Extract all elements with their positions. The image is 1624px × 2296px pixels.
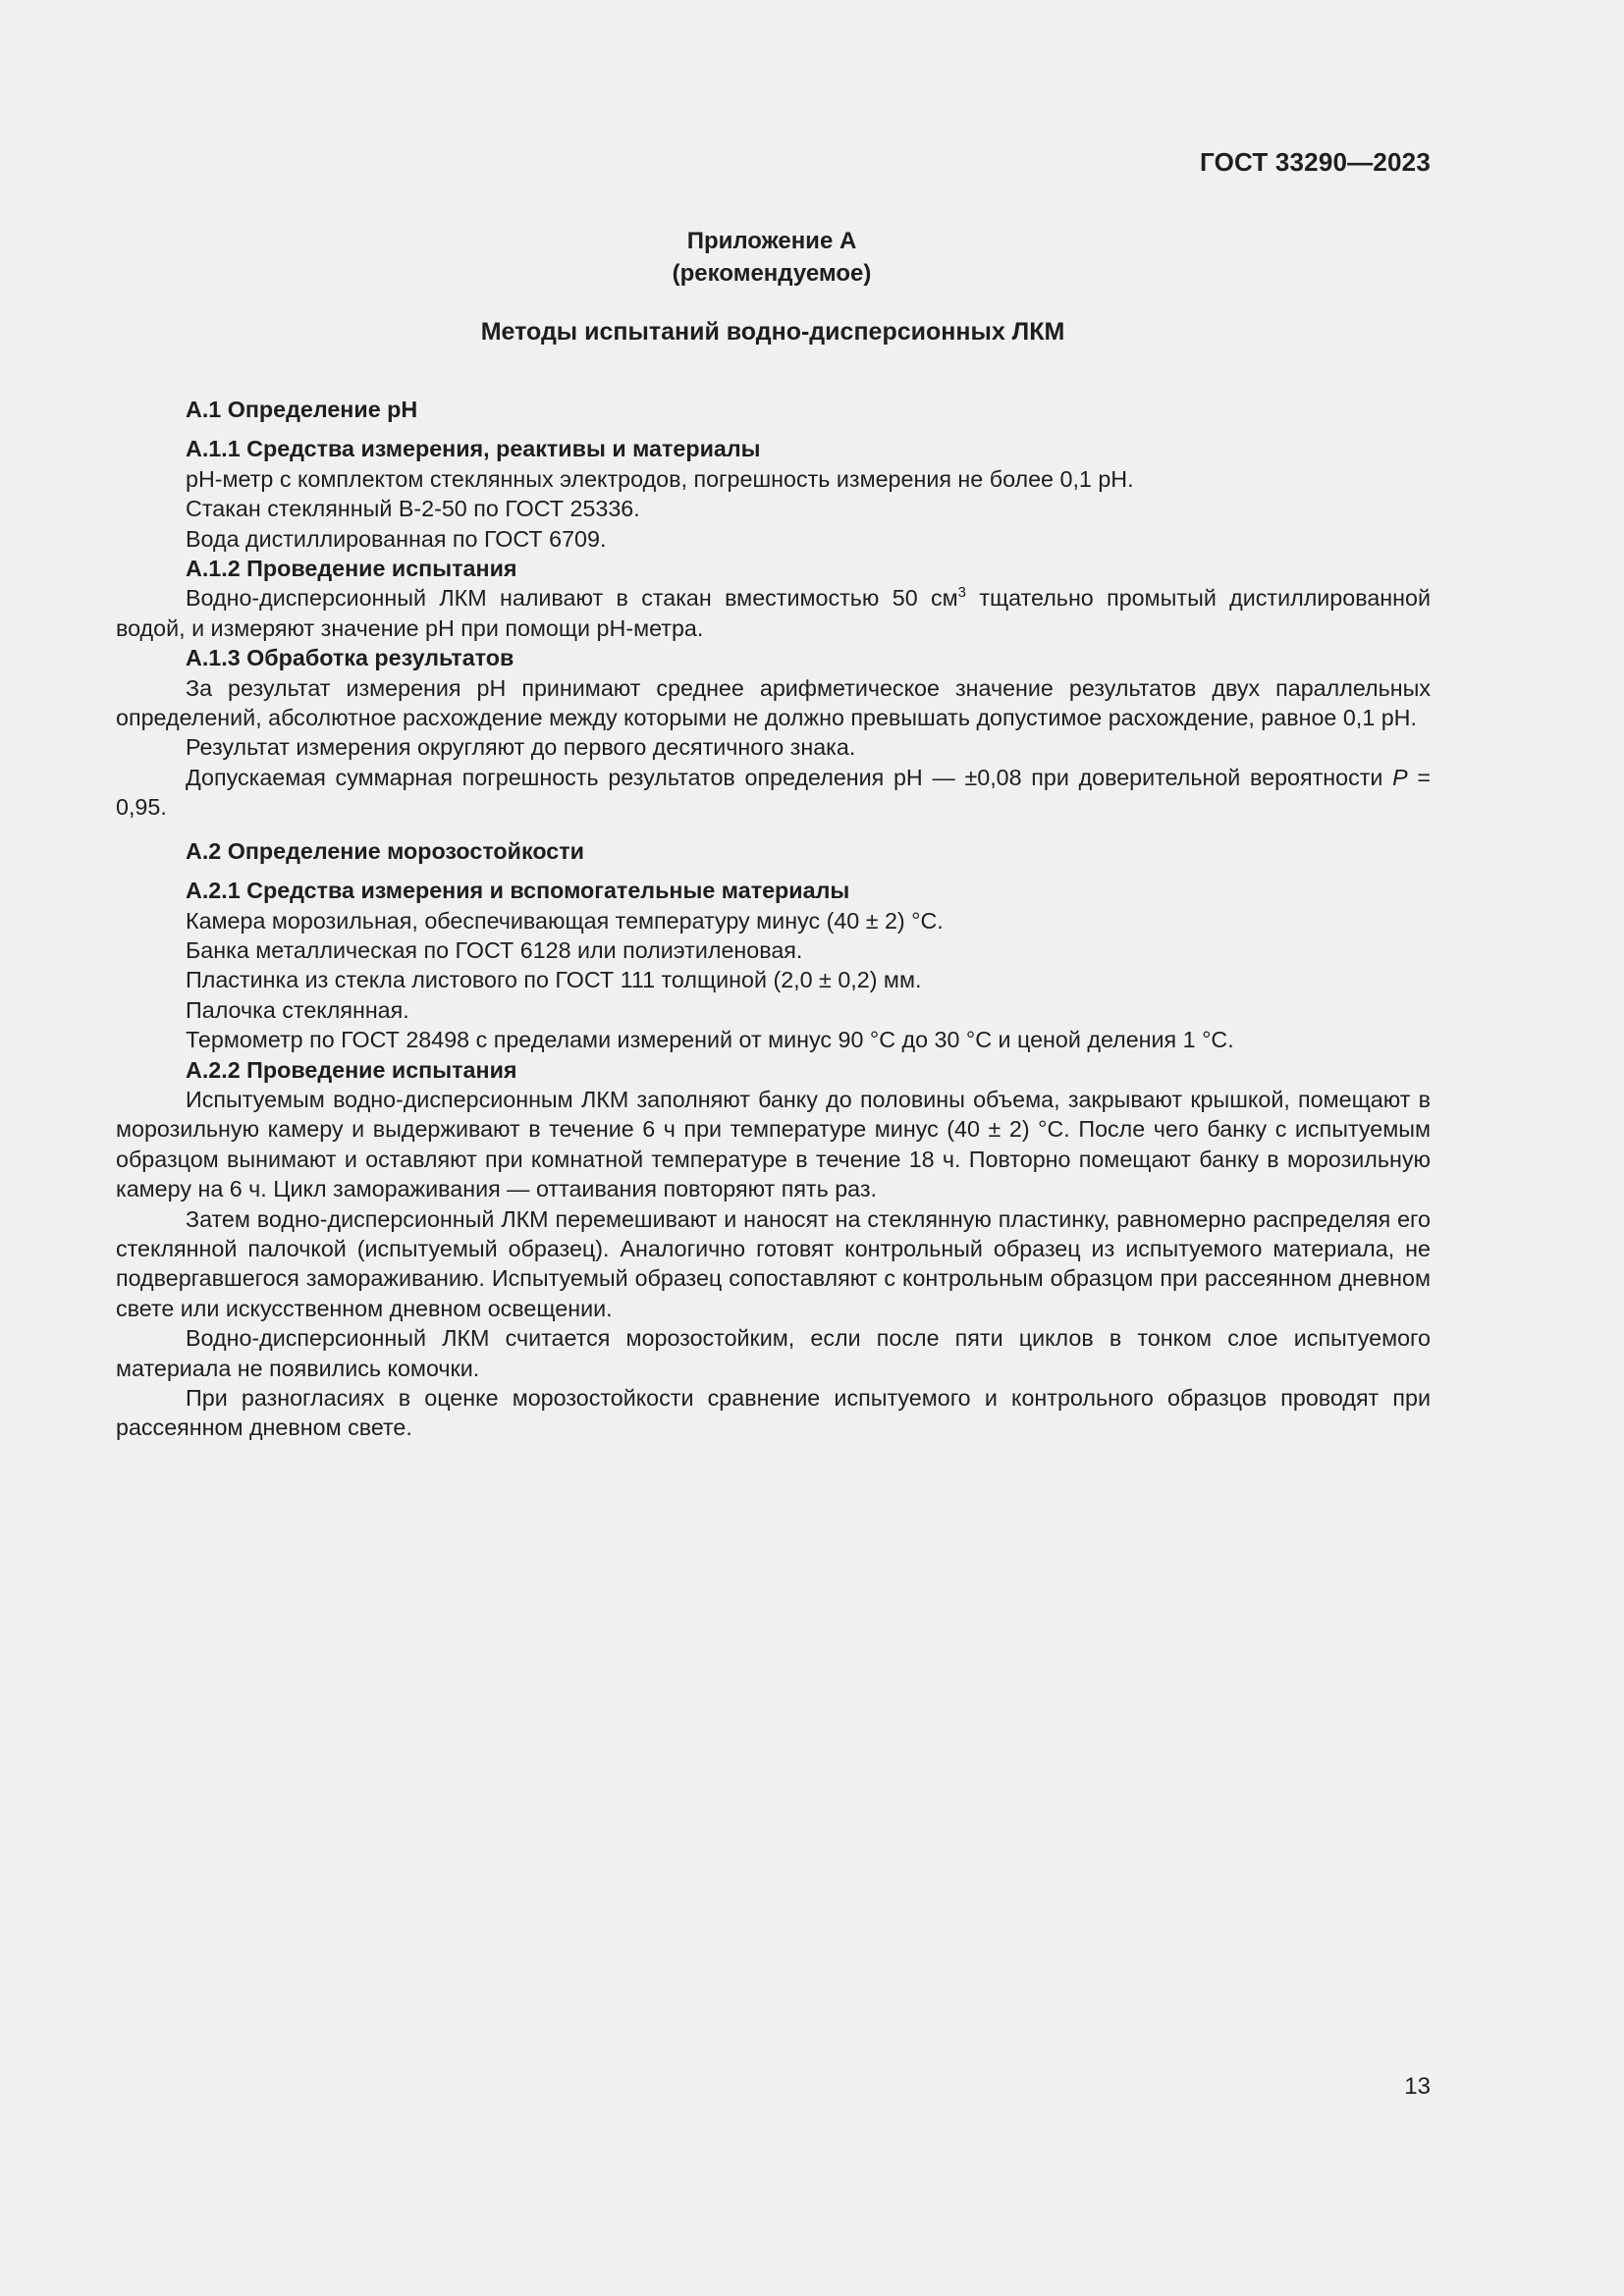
paragraph <box>116 583 1431 643</box>
appendix-label: Приложение А <box>686 228 857 254</box>
paragraph: Затем водно-дисперсионный ЛКМ перемешивают и наносят на стеклянную пластинку, равномерно распределяя его стеклянной палочкой (испытуемый образец). Аналогично готовят контрольный образец из испытуемого материала, не подвергавшегося замораживанию. Испытуемый образец сопоставляют с контрольным образцом при рассеянном дневном свете или искусственном дневном освещении. <box>116 1205 1431 1321</box>
paragraph: Камера морозильная, обеспечивающая температуру минус (40 ± 2) °С. <box>186 907 944 934</box>
subsection-heading-a2-1: А.2.1 Средства измерения и вспомогательные материалы <box>186 878 850 904</box>
paragraph-text: Водно-дисперсионный ЛКМ наливают в стакан вместимостью 50 см <box>186 585 958 612</box>
variable-p: P <box>1392 764 1408 790</box>
section-heading-a1: А.1 Определение рН <box>186 397 418 422</box>
subsection-heading-a1-1: А.1.1 Средства измерения, реактивы и материалы <box>186 436 761 462</box>
document-body <box>116 395 1431 1443</box>
subsection-heading-a1-2: А.1.2 Проведение испытания <box>186 556 517 582</box>
appendix-title-text: Методы испытаний водно-дисперсионных ЛКМ <box>480 318 1065 346</box>
paragraph: Испытуемым водно-дисперсионным ЛКМ заполняют банку до половины объема, закрывают крышкой, помещают в морозильную камеру и выдерживают в течение 6 ч при температуре минус (40 ± 2) °С. После чего банку с испытуемым образцом вынимают и оставляют при комнатной температуре в течение 18 ч. Повторно помещают банку в морозильную камеру на 6 ч. Цикл замораживания — оттаивания повторяют пять раз. <box>116 1086 1431 1202</box>
appendix-status: (рекомендуемое) <box>672 260 872 287</box>
paragraph <box>116 763 1431 823</box>
paragraph: Термометр по ГОСТ 28498 с пределами измерений от минус 90 °С до 30 °С и ценой деления 1 °С. <box>186 1027 1234 1053</box>
section-heading-a2: А.2 Определение морозостойкости <box>186 837 584 864</box>
paragraph: При разногласиях в оценке морозостойкости сравнение испытуемого и контрольного образцов проводят при рассеянном дневном свете. <box>116 1385 1431 1441</box>
paragraph: Стакан стеклянный В-2-50 по ГОСТ 25336. <box>186 496 640 522</box>
paragraph-text: = 0,95. <box>116 764 1431 821</box>
paragraph: Банка металлическая по ГОСТ 6128 или полиэтиленовая. <box>186 936 803 963</box>
superscript: 3 <box>957 584 966 602</box>
paragraph: Результат измерения округляют до первого десятичного знака. <box>186 734 856 761</box>
paragraph: рН-метр с комплектом стеклянных электродов, погрешность измерения не более 0,1 рН. <box>186 465 1134 492</box>
paragraph-text: Допускаемая суммарная погрешность результатов определения рН — ±0,08 при доверительной вероятности <box>186 764 1393 790</box>
paragraph: Вода дистиллированная по ГОСТ 6709. <box>186 525 607 552</box>
subsection-heading-a1-3: А.1.3 Обработка результатов <box>186 645 514 671</box>
document-code: ГОСТ 33290—2023 <box>1200 147 1431 177</box>
paragraph: Пластинка из стекла листового по ГОСТ 111 толщиной (2,0 ± 0,2) мм. <box>186 967 922 993</box>
paragraph: За результат измерения рН принимают среднее арифметическое значение результатов двух параллельных определений, абсолютное расхождение между которыми не должно превышать допустимое расхождение, равное 0,1 рН. <box>116 674 1431 731</box>
paragraph-text: тщательно промытый дистиллированной водой, и измеряют значение рН при помощи рН-метра. <box>116 585 1431 641</box>
paragraph: Палочка стеклянная. <box>186 996 409 1023</box>
paragraph: Водно-дисперсионный ЛКМ считается морозостойким, если после пяти циклов в тонком слое испытуемого материала не появились комочки. <box>116 1325 1431 1381</box>
subsection-heading-a2-2: А.2.2 Проведение испытания <box>186 1056 517 1083</box>
appendix-title <box>0 318 1624 347</box>
appendix-heading <box>0 225 1624 290</box>
page-number: 13 <box>1404 2073 1431 2100</box>
